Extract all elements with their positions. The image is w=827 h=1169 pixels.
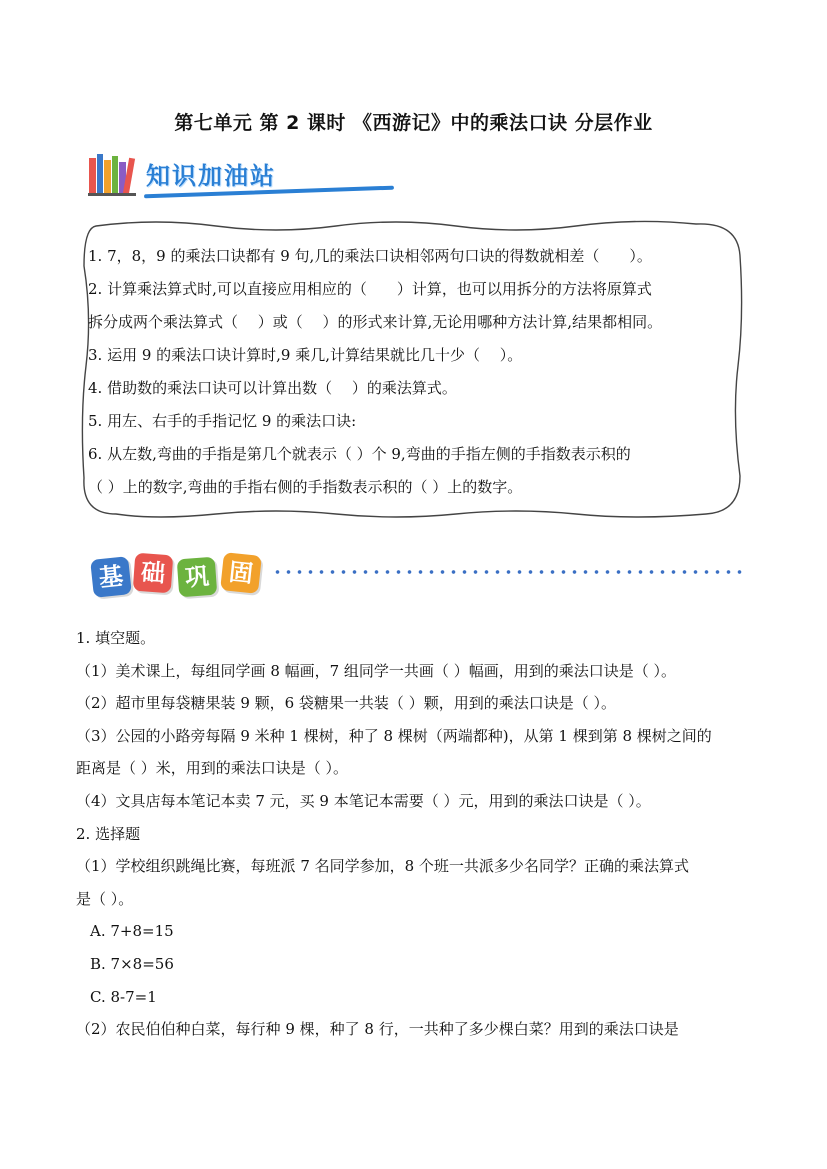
banner-tile: 固 [220, 552, 262, 594]
banner-tile: 基 [90, 556, 132, 598]
question-line: 是（ ）。 [76, 889, 134, 908]
knowledge-list [88, 240, 728, 504]
section-heading: 2. 选择题 [76, 824, 141, 843]
banner-tile: 巩 [177, 557, 218, 598]
question-line: （2）农民伯伯种白菜，每行种 9 棵，种了 8 行，一共种了多少棵白菜？用到的乘法口诀是 [76, 1020, 679, 1039]
page-title: 第七单元 第 2 课时 《西游记》中的乘法口诀 分层作业 [174, 112, 653, 134]
section-heading: 1. 填空题。 [76, 629, 156, 647]
option-b: B. 7×8=56 [90, 954, 174, 973]
option-a: A. 7+8=15 [90, 922, 174, 941]
knowledge-item: 6. 从左数,弯曲的手指是第几个就表示（ ）个 9,弯曲的手指左侧的手指数表示积的 [88, 445, 631, 463]
knowledge-item: 2. 计算乘法算式时,可以直接应用相应的（ ）计算，也可以用拆分的方法将原算式 [88, 280, 652, 298]
knowledge-item: 1. 7，8，9 的乘法口诀都有 9 句,几的乘法口诀相邻两句口诀的得数就相差（ ）。 [88, 247, 652, 265]
option-c: C. 8-7=1 [90, 987, 157, 1006]
dotted-divider [272, 570, 742, 574]
knowledge-item: 5. 用左、右手的手指记忆 9 的乘法口诀: [88, 412, 357, 430]
question-line: （1）美术课上，每组同学画 8 幅画，7 组同学一共画（ ）幅画，用到的乘法口诀是（ ）。 [76, 661, 676, 680]
question-line: （3）公园的小路旁每隔 9 米种 1 棵树，种了 8 棵树（两端都种)，从第 1 棵到第 8 棵树之间的 [76, 726, 712, 745]
exercise-list [76, 622, 776, 1046]
knowledge-item: 4. 借助数的乘法口诀可以计算出数（ ）的乘法算式。 [88, 379, 457, 397]
books-icon [88, 152, 138, 196]
question-line: （2）超市里每袋糖果装 9 颗，6 袋糖果一共装（ ）颗，用到的乘法口诀是（ ）。 [76, 694, 616, 713]
knowledge-banner [88, 148, 318, 200]
knowledge-item: （ ）上的数字,弯曲的手指右侧的手指数表示积的（ ）上的数字。 [88, 478, 523, 496]
banner-tile: 础 [133, 553, 174, 594]
question-line: （1）学校组织跳绳比赛，每班派 7 名同学参加，8 个班一共派多少名同学？正确的乘法算式 [76, 857, 689, 876]
knowledge-item: 拆分成两个乘法算式（ ）或（ ）的形式来计算,无论用哪种方法计算,结果都相同。 [88, 313, 663, 331]
knowledge-banner-label: 知识加油站 [146, 162, 276, 190]
knowledge-item: 3. 运用 9 的乘法口诀计算时,9 乘几,计算结果就比几十少（ ）。 [88, 346, 523, 364]
basic-banner [88, 552, 748, 602]
question-line: 距离是（ ）米，用到的乘法口诀是（ ）。 [76, 759, 349, 778]
question-line: （4）文具店每本笔记本卖 7 元，买 9 本笔记本需要（ ）元，用到的乘法口诀是（ ）。 [76, 791, 651, 810]
